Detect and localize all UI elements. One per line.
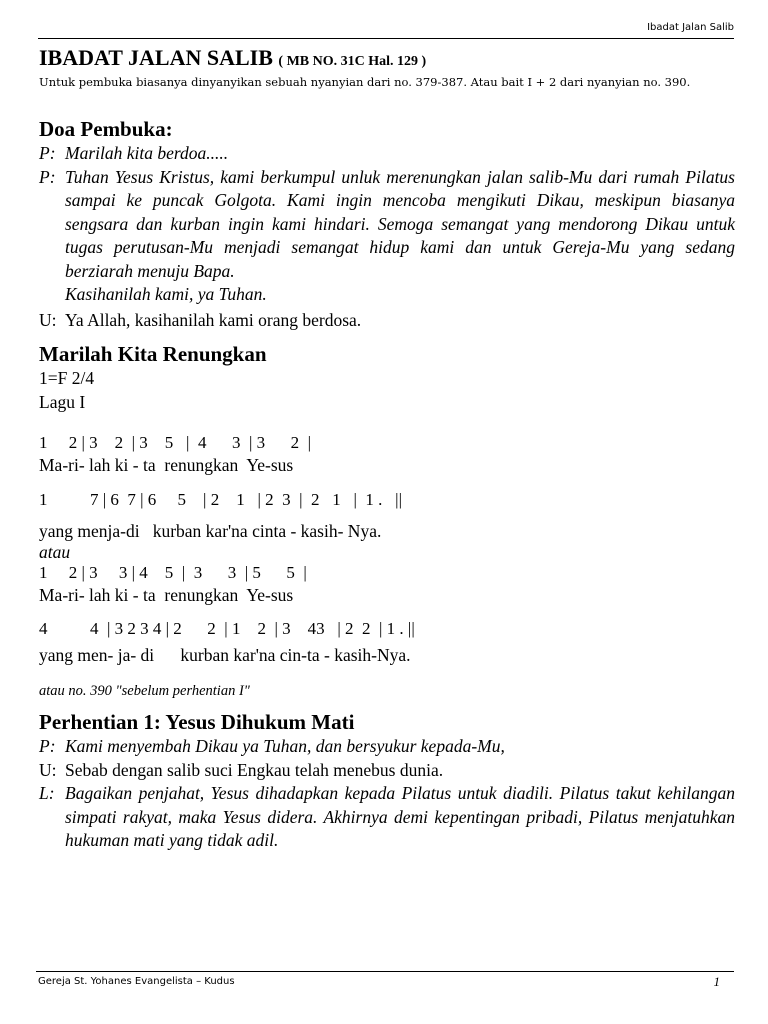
header-rule [38, 38, 734, 39]
speaker-label: P: [39, 143, 56, 163]
speaker-label: L: [39, 783, 55, 803]
prayer-text: Marilah kita berdoa..... [65, 143, 229, 163]
title-main: IBADAT JALAN SALIB [39, 45, 273, 70]
lyric-line-3: Ma-ri- lah ki - ta renungkan Ye-sus [39, 585, 294, 605]
song-key: 1=F 2/4 [39, 368, 95, 388]
page-number: 1 [713, 974, 720, 989]
lyric-line-4: yang men- ja- di kurban kar'na cin-ta - kasih-Nya. [39, 645, 411, 665]
footer-rule [36, 971, 734, 972]
heading-perhentian-1: Perhentian 1: Yesus Dihukum Mati [39, 710, 355, 734]
notation-line-3: 1 2 | 3 3 | 4 5 | 3 3 | 5 5 | [39, 563, 307, 582]
lyric-line-1: Ma-ri- lah ki - ta renungkan Ye-sus [39, 455, 294, 475]
response-line-u [39, 309, 735, 333]
prayer-text: Kami menyembah Dikau ya Tuhan, dan bersyukur kepada-Mu, [65, 736, 505, 756]
speaker-label: P: [39, 736, 56, 756]
heading-marilah-kita-renungkan: Marilah Kita Renungkan [39, 342, 267, 366]
speaker-label: P: [39, 166, 56, 187]
notation-line-2: 1 7 | 6 7 | 6 5 | 2 1 | 2 3 | 2 1 | 1 . || [39, 490, 402, 509]
intro-text: Untuk pembuka biasanya dinyanyikan sebuah nyanyian dari no. 379-387. Atau bait I + 2 dari nyanyian no. 390. [39, 75, 691, 89]
response-line-u [39, 759, 735, 783]
prayer-line-p [39, 735, 735, 759]
response-text: Ya Allah, kasihanilah kami orang berdosa. [65, 309, 362, 330]
footer-church-name: Gereja St. Yohanes Evangelista – Kudus [38, 976, 235, 987]
page-content [39, 44, 735, 853]
heading-doa-pembuka: Doa Pembuka: [39, 117, 173, 141]
response-text: Sebab dengan salib suci Engkau telah menebus dunia. [65, 759, 444, 780]
running-header: Ibadat Jalan Salib [647, 22, 734, 33]
prayer-close: Kasihanilah kami, ya Tuhan. [65, 284, 267, 304]
prayer-line-p1 [39, 142, 735, 166]
song-label: Lagu I [39, 391, 86, 412]
prayer-line-p2 [39, 166, 735, 307]
document-title [39, 44, 735, 75]
lyric-line-2: yang menja-di kurban kar'na cinta - kasih- Nya. [39, 521, 382, 541]
title-reference: ( MB NO. 31C Hal. 129 ) [278, 54, 427, 69]
speaker-label: U: [39, 759, 57, 780]
alternate-song-note: atau no. 390 "sebelum perhentian I" [39, 683, 250, 699]
speaker-label: U: [39, 309, 57, 330]
reading-text: Bagaikan penjahat, Yesus dihadapkan kepada Pilatus untuk diadili. Pilatus takut kehilangan simpati rakyat, maka Yesus didera. Akhirnya demi kepentingan pribadi, Pilatus menjatuhkan hukuman mati yang tidak adil. [65, 783, 735, 850]
notation-line-4: 4 4 | 3 2 3 4 | 2 2 | 1 2 | 3 43 | 2 2 | 1 . || [39, 619, 415, 638]
atau-label: atau [39, 542, 71, 562]
notation-line-1: 1 2 | 3 2 | 3 5 | 4 3 | 3 2 | [39, 433, 312, 452]
reading-line-l [39, 782, 735, 853]
prayer-text: Tuhan Yesus Kristus, kami berkumpul unluk merenungkan jalan salib-Mu dari rumah Pilatus sampai ke puncak Golgota. Kami ingin mencoba mengikuti Dikau, meskipun biasanya sengsara dan kurban ingin kami hindari. Semoga semangat yang mendorong Dikau untuk tugas perutusan-Mu menjadi semangat hidup kami dan untuk Gereja-Mu yang sedang berziarah menuju Bapa. [65, 166, 735, 281]
